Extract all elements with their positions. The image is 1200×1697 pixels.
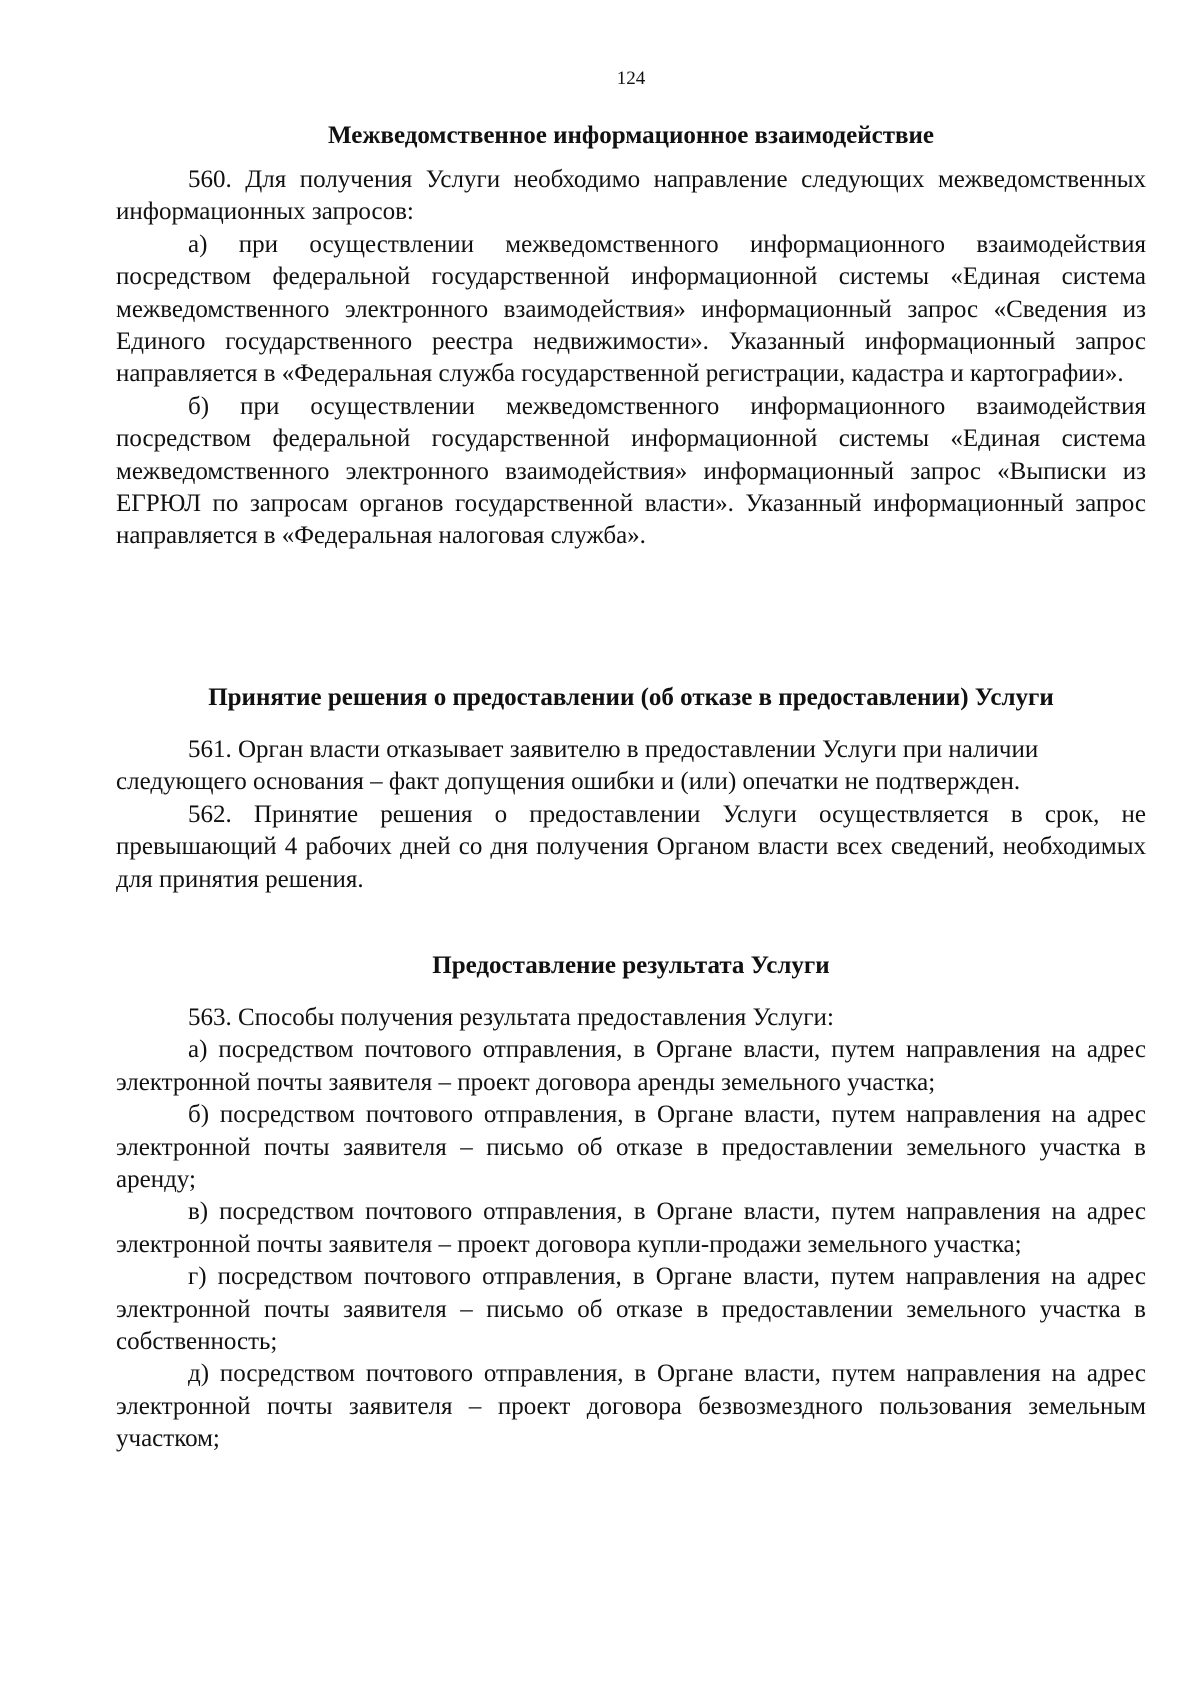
section-heading-decision: Принятие решения о предоставлении (об отказе в предоставлении) Услуги xyxy=(208,684,1054,711)
page-number: 124 xyxy=(616,68,646,89)
paragraph-563: 563. Способы получения результата предоставления Услуги: xyxy=(188,1004,834,1031)
paragraph-560-b: б) при осуществлении межведомственного информационного взаимодействия посредством федеральной государственной информационной системы «Единая система межведомственного электронного взаимодействия» информационный запрос «Выписки из ЕГРЮЛ по запросам органов государственной власти». Указанный информационный запрос направляется в «Федеральная налоговая служба». xyxy=(116,392,1146,550)
paragraph-563-b: б) посредством почтового отправления, в Органе власти, путем направления на адрес электронной почты заявителя – письмо об отказе в предоставлении земельного участка в аренду; xyxy=(116,1101,1146,1194)
section-heading-result: Предоставление результата Услуги xyxy=(432,952,830,979)
section-body-interagency xyxy=(116,164,1146,553)
section-body-result xyxy=(116,1002,1146,1456)
paragraph-563-d: г) посредством почтового отправления, в Органе власти, путем направления на адрес электронной почты заявителя – письмо об отказе в предоставлении земельного участка в собственность; xyxy=(116,1263,1146,1356)
paragraph-563-c: в) посредством почтового отправления, в Органе власти, путем направления на адрес электронной почты заявителя – проект договора купли-продажи земельного участка; xyxy=(116,1198,1146,1258)
section-heading-interagency: Межведомственное информационное взаимодействие xyxy=(328,122,934,149)
paragraph-561: 561. Орган власти отказывает заявителю в предоставлении Услуги при наличии следующего основания – факт допущения ошибки и (или) опечатки не подтвержден. xyxy=(116,736,1039,796)
paragraph-563-a: а) посредством почтового отправления, в Органе власти, путем направления на адрес электронной почты заявителя – проект договора аренды земельного участка; xyxy=(116,1036,1146,1096)
paragraph-563-e: д) посредством почтового отправления, в Органе власти, путем направления на адрес электронной почты заявителя – проект договора безвозмездного пользования земельным участком; xyxy=(116,1360,1146,1453)
paragraph-562: 562. Принятие решения о предоставлении Услуги осуществляется в срок, не превышающий 4 рабочих дней со дня получения Органом власти всех сведений, необходимых для принятия решения. xyxy=(116,800,1146,893)
paragraph-560-a: а) при осуществлении межведомственного информационного взаимодействия посредством федеральной государственной информационной системы «Единая система межведомственного электронного взаимодействия» информационный запрос «Сведения из Единого государственного реестра недвижимости». Указанный информационный запрос направляется в «Федеральная служба государственной регистрации, кадастра и картографии». xyxy=(116,230,1146,388)
section-body-decision xyxy=(116,734,1146,896)
paragraph-560: 560. Для получения Услуги необходимо направление следующих межведомственных информационных запросов: xyxy=(116,166,1146,226)
